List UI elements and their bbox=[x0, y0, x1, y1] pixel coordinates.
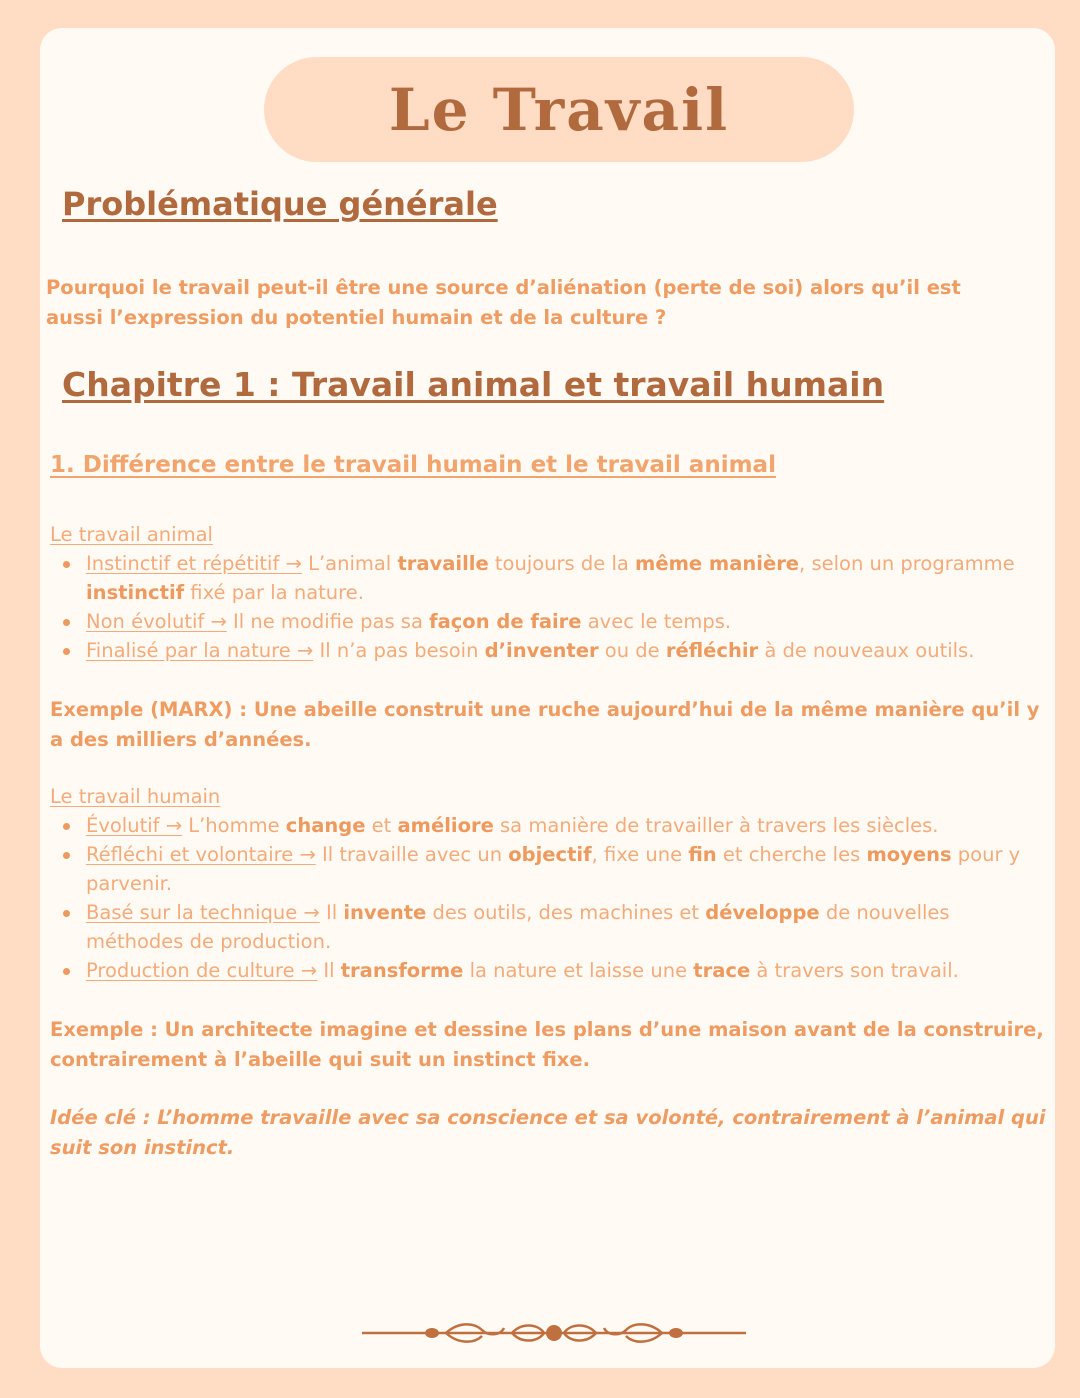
humain-example: Exemple : Un architecte imagine et dessine les plans d’une maison avant de la construire, contrairement à l’abeille qui suit un instinct fixe. bbox=[50, 1018, 1044, 1071]
humain-section bbox=[50, 782, 1050, 985]
animal-example: Exemple (MARX) : Une abeille construit une ruche aujourd’hui de la même manière qu’il y a des milliers d’années. bbox=[50, 698, 1040, 751]
key-idea: Idée clé : L’homme travaille avec sa conscience et sa volonté, contrairement à l’animal qui suit son instinct. bbox=[50, 1106, 1046, 1159]
chapter-heading: Chapitre 1 : Travail animal et travail humain bbox=[62, 365, 885, 404]
animal-section bbox=[50, 520, 1050, 665]
problematique-heading: Problématique générale bbox=[62, 185, 498, 223]
humain-list bbox=[50, 811, 1050, 985]
list-item: Évolutif → L’homme change et améliore sa manière de travailler à travers les siècles. bbox=[50, 811, 1050, 840]
section-heading: 1. Différence entre le travail humain et le travail animal bbox=[50, 452, 776, 478]
page-title: Le Travail bbox=[388, 75, 730, 144]
list-item: Finalisé par la nature → Il n’a pas besoin d’inventer ou de réfléchir à de nouveaux outils. bbox=[50, 636, 1050, 665]
list-item: Production de culture → Il transforme la nature et laisse une trace à travers son travail. bbox=[50, 956, 1050, 985]
humain-label: Le travail humain bbox=[50, 785, 221, 808]
list-item: Réfléchi et volontaire → Il travaille avec un objectif, fixe une fin et cherche les moyens pour y parvenir. bbox=[50, 840, 1050, 898]
title-banner bbox=[264, 57, 854, 162]
list-item: Non évolutif → Il ne modifie pas sa façon de faire avec le temps. bbox=[50, 607, 1050, 636]
ornament-divider-icon bbox=[362, 1320, 746, 1350]
animal-label: Le travail animal bbox=[50, 523, 213, 546]
animal-list bbox=[50, 549, 1050, 665]
problematique-question: Pourquoi le travail peut-il être une source d’aliénation (perte de soi) alors qu’il est aussi l’expression du potentiel humain et de la culture ? bbox=[46, 276, 961, 329]
list-item: Instinctif et répétitif → L’animal travaille toujours de la même manière, selon un programme instinctif fixé par la nature. bbox=[50, 549, 1050, 607]
list-item: Basé sur la technique → Il invente des outils, des machines et développe de nouvelles méthodes de production. bbox=[50, 898, 1050, 956]
